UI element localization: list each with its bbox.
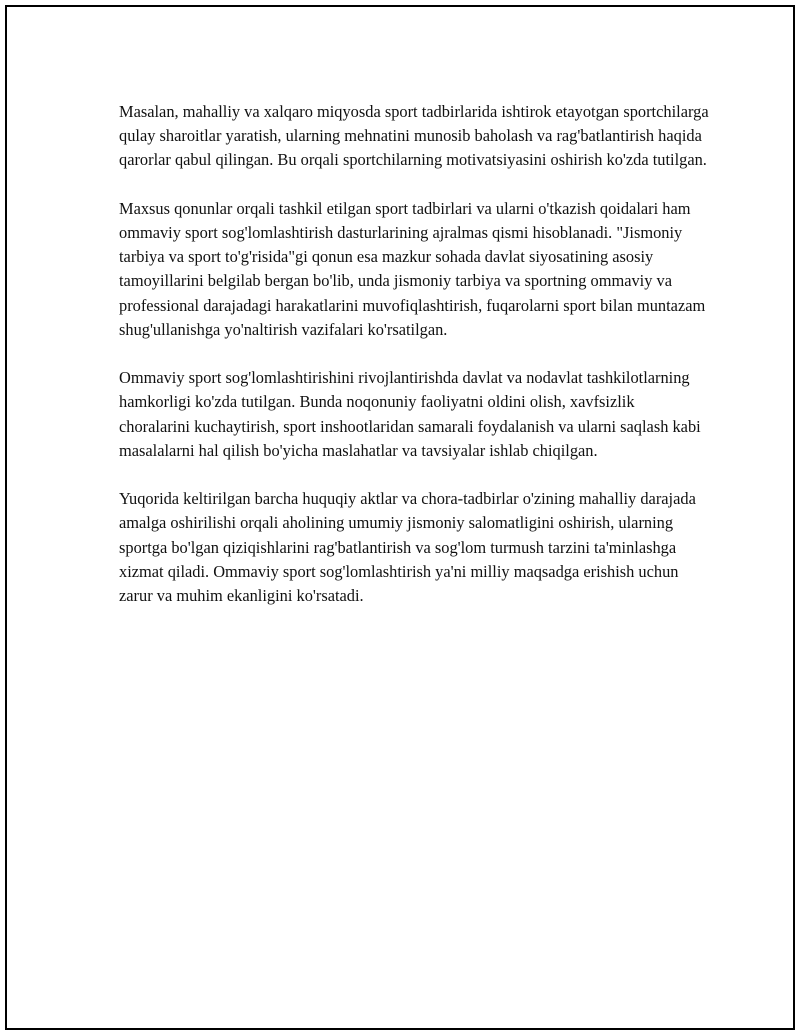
page-frame [5, 5, 795, 1030]
paragraph-1: Masalan, mahalliy va xalqaro miqyosda sport tadbirlarida ishtirok etayotgan sportchilarga qulay sharoitlar yaratish, ularning mehnatini munosib baholash va rag'batlantirish haqida qarorlar qabul qilingan. Bu orqali sportchilarning motivatsiyasini oshirish ko'zda tutilgan. [119, 102, 709, 170]
paragraph-4: Yuqorida keltirilgan barcha huquqiy aktlar va chora-tadbirlar o'zining mahalliy darajada amalga oshirilishi orqali aholining umumiy jismoniy salomatligini oshirish, ularning sportga bo'lgan qiziqishlarini rag'batlantirish va sog'lom turmush tarzini ta'minlashga xizmat qiladi. Ommaviy sport sog'lomlashtirish ya'ni milliy maqsadga erishish uchun zarur va muhim ekanligini ko'rsatadi. [119, 489, 696, 606]
page-body [119, 100, 709, 632]
paragraph-3: Ommaviy sport sog'lomlashtirishini rivojlantirishda davlat va nodavlat tashkilotlarning hamkorligi ko'zda tutilgan. Bunda noqonuniy faoliyatni oldini olish, xavfsizlik choralarini kuchaytirish, sport inshootlaridan samarali foydalanish va ularni saqlash kabi masalalarni hal qilish bo'yicha maslahatlar va tavsiyalar ishlab chiqilgan. [119, 368, 701, 460]
paragraph-2: Maxsus qonunlar orqali tashkil etilgan sport tadbirlari va ularni o'tkazish qoidalari ham ommaviy sport sog'lomlashtirish dasturlarining ajralmas qismi hisoblanadi. "Jismoniy tarbiya va sport to'g'risida"gi qonun esa mazkur sohada davlat siyosatining asosiy tamoyillarini belgilab bergan bo'lib, unda jismoniy tarbiya va sportning ommaviy va professional darajadagi harakatlarini muvofiqlashtirish, fuqarolarni sport bilan muntazam shug'ullanishga yo'naltirish vazifalari ko'rsatilgan. [119, 198, 706, 339]
